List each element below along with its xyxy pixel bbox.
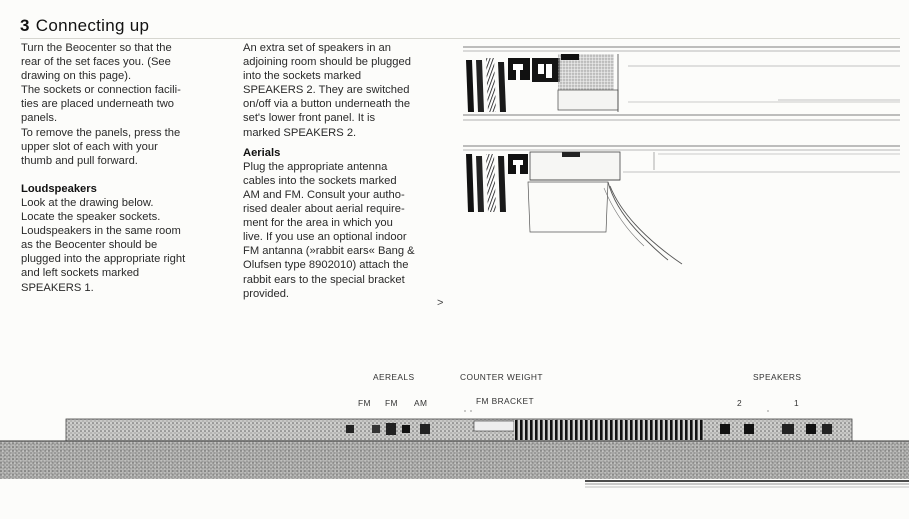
aerials-label: AEREALS: [373, 372, 415, 382]
intro-paragraph-3: To remove the panels, press the upper slot of each with your thumb and pull forward.: [21, 126, 181, 167]
page-title: [20, 16, 149, 36]
speaker-socket-2-label: 2: [737, 398, 743, 408]
fm-socket-label-2: FM: [385, 398, 398, 408]
intro-paragraph-2: The sockets or connection facili- ties are placed underneath two panels.: [21, 84, 181, 125]
am-socket-label: AM: [414, 398, 428, 408]
panel-pull-illustration: [458, 142, 900, 272]
speakers-label: SPEAKERS: [753, 372, 802, 382]
rear-panel-illustration: [0, 410, 909, 490]
continue-marker: >: [437, 297, 444, 309]
counter-weight-label: COUNTER WEIGHT: [460, 372, 543, 382]
aerials-heading: Aerials: [243, 146, 281, 159]
text-column-left: [21, 41, 221, 295]
title-rule: [20, 38, 900, 39]
text-column-middle: [243, 41, 453, 301]
loudspeakers-heading: Loudspeakers: [21, 182, 97, 195]
panel-removal-illustration: [458, 40, 900, 140]
section-title: Connecting up: [35, 16, 150, 35]
aerials-body: Plug the appropriate antenna cables into the sockets marked AM and FM. Consult your autho- rised dealer about aerial require- ment for the area in which you live. If you use an optional indoor FM antanna (»rabbit ears« Bang & Olufsen type 8902010) attach the rabbit ears to the special bracket provided.: [243, 160, 415, 300]
fm-bracket-label: FM BRACKET: [476, 396, 534, 406]
intro-paragraph-1: Turn the Beocenter so that the rear of the set faces you. (See drawing on this page).: [21, 42, 172, 83]
speaker-socket-1-label: 1: [794, 398, 800, 408]
loudspeakers-body: Look at the drawing below. Locate the speaker sockets. Loudspeakers in the same room as the Beocenter should be plugged into the appropriate right and left sockets marked SPEAKERS 1.: [21, 196, 186, 294]
fm-socket-label-1: FM: [358, 398, 371, 408]
extra-speakers-body: An extra set of speakers in an adjoining room should be plugged into the sockets marked SPEAKERS 2. They are switched on/off via a button underneath the set's lower front panel. It is marked SPEAKERS 2.: [243, 42, 411, 139]
section-number: 3: [20, 16, 30, 35]
